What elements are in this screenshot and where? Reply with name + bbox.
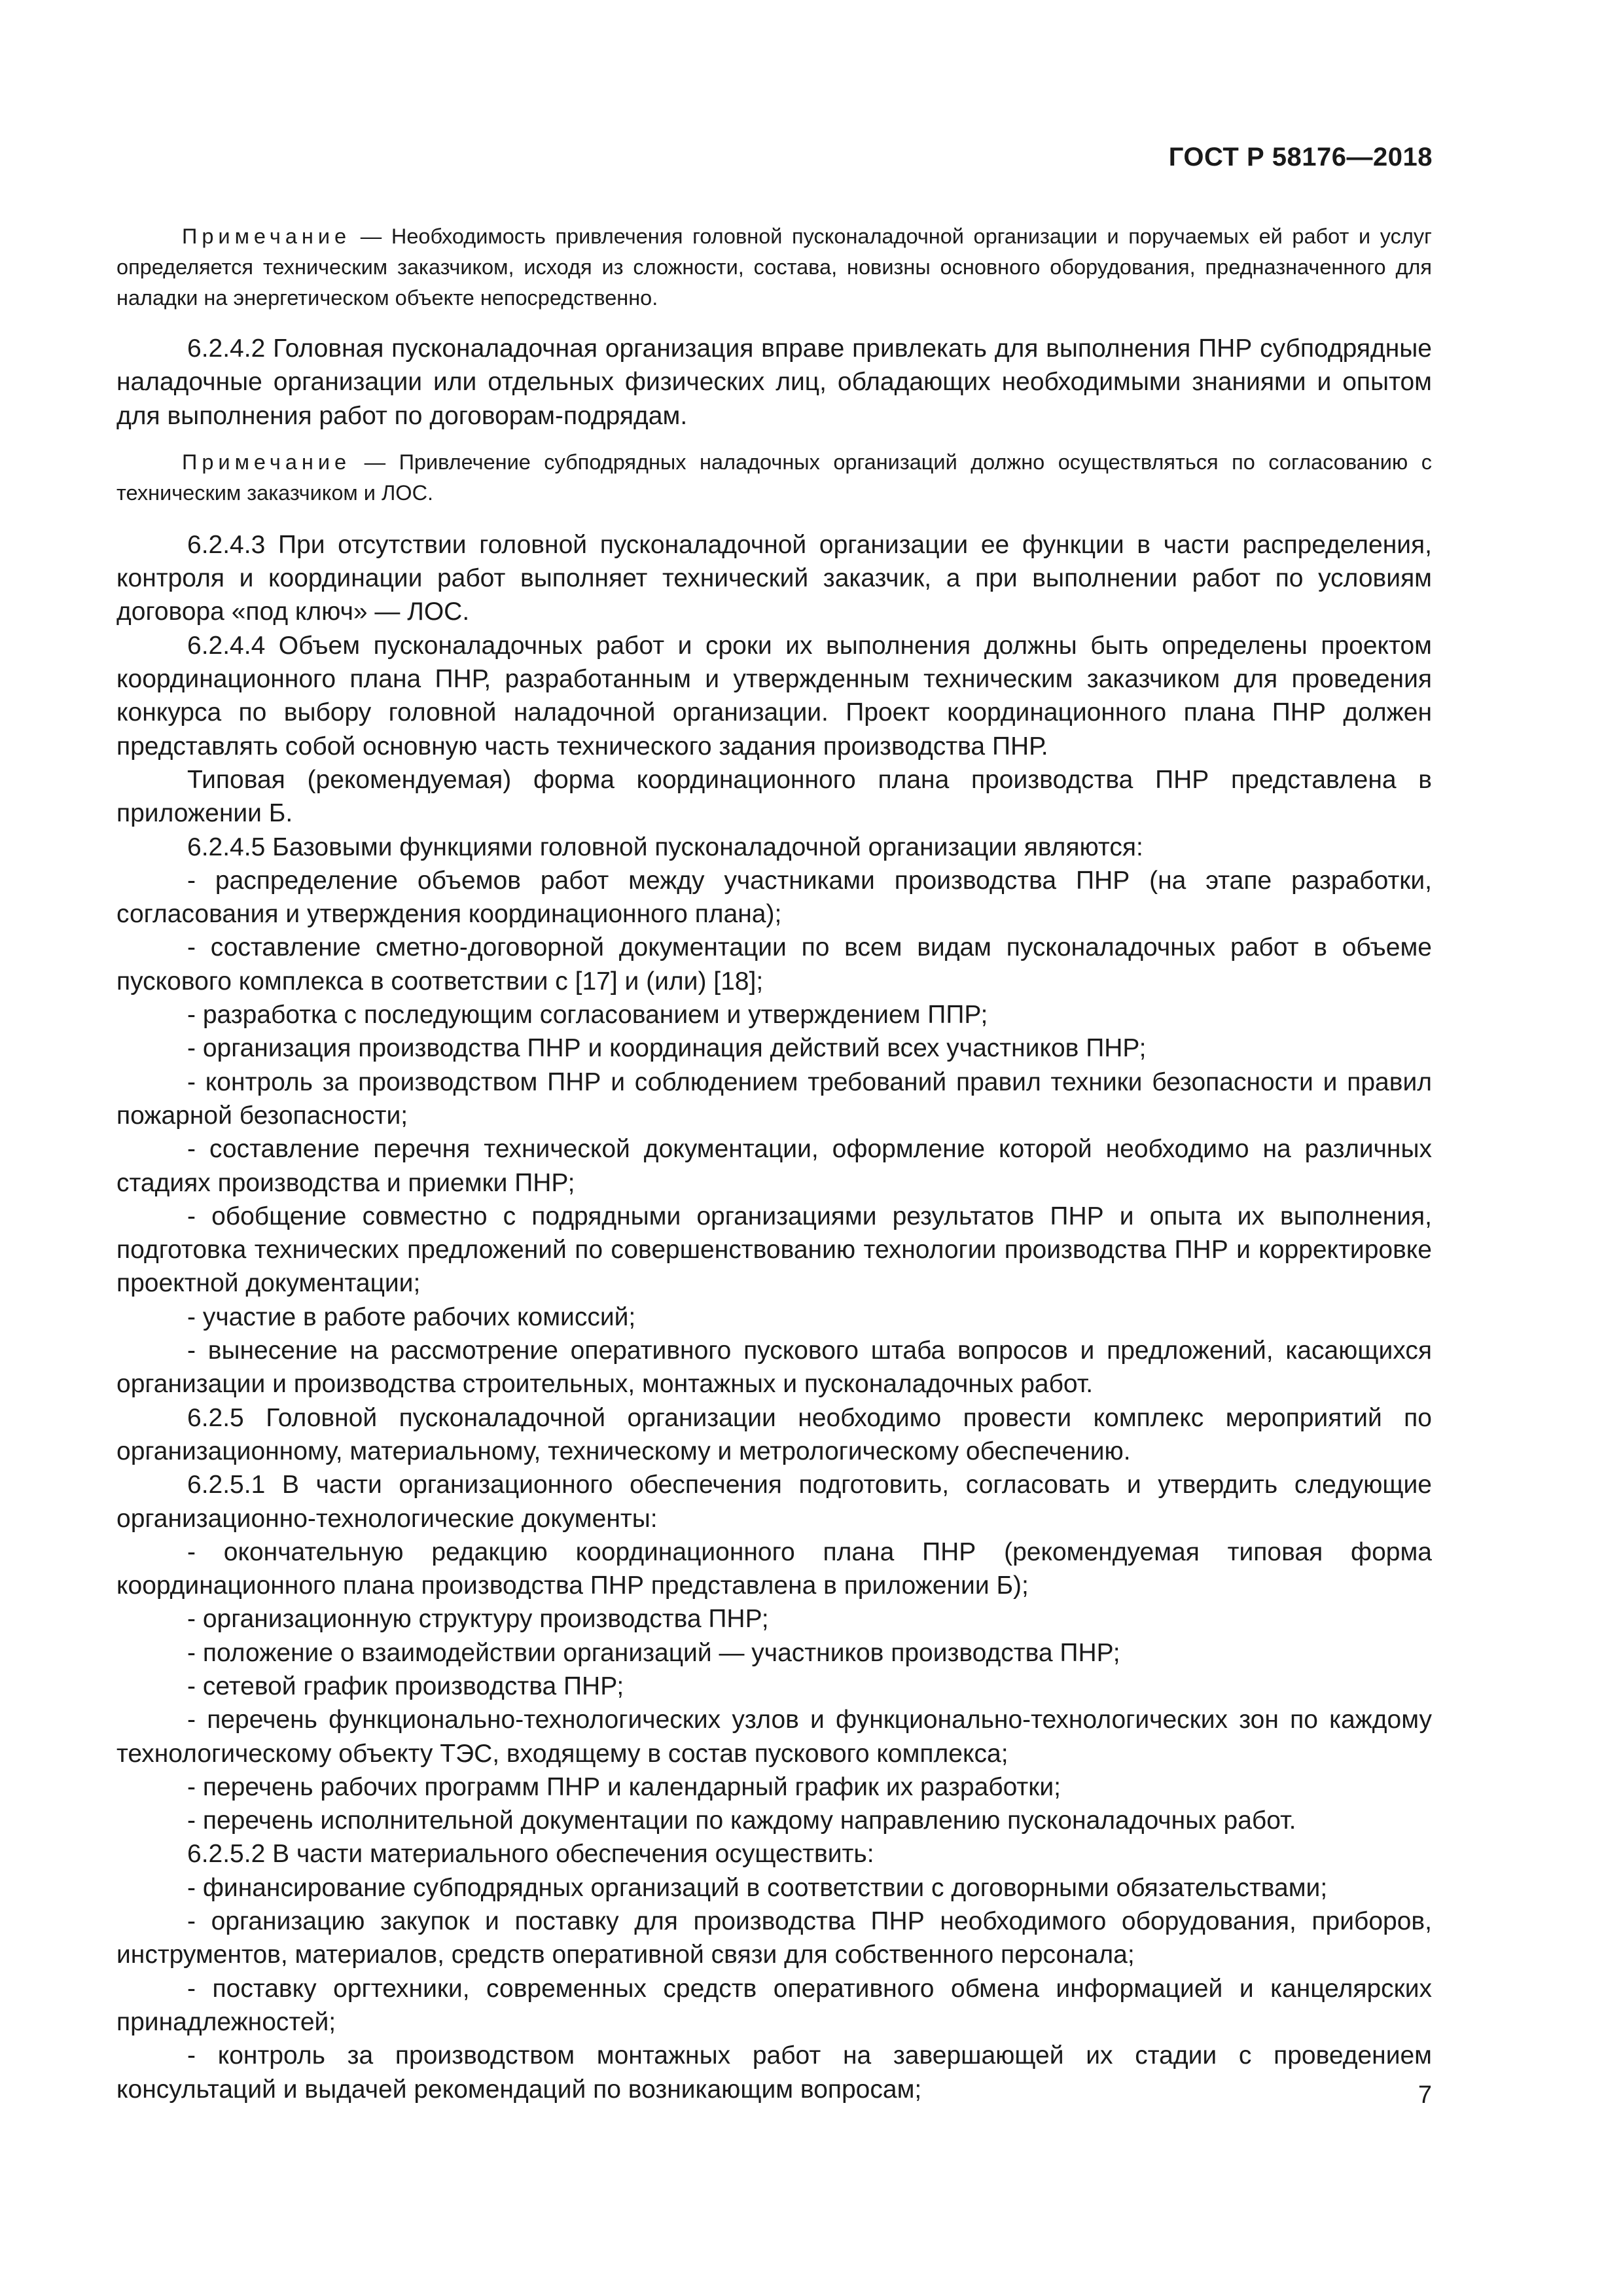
list-item: - составление перечня технической документации, оформление которой необходимо на различных стадиях производства и приемки ПНР; xyxy=(116,1135,1432,1197)
list-item: - финансирование субподрядных организаций в соответствии с договорными обязательствами; xyxy=(187,1873,1328,1902)
note-2 xyxy=(116,447,1432,509)
list-item: - контроль за производством монтажных работ на завершающей их стадии с проведением консультаций и выдачей рекомендаций по возникающим вопросам; xyxy=(116,2041,1432,2104)
paragraph-6-2-5-2: 6.2.5.2 В части материального обеспечения осуществить: xyxy=(187,1840,874,1869)
list-item: - вынесение на рассмотрение оперативного пускового штаба вопросов и предложений, касающихся организации и производства строительных, монтажных и пусконаладочных работ. xyxy=(116,1336,1432,1399)
list-item: - обобщение совместно с подрядными организациями результатов ПНР и опыта их выполнения, подготовка технических предложений по совершенствованию технологии производства ПНР и корректировке проектной документации; xyxy=(116,1202,1432,1298)
list-item: - окончательную редакцию координационного плана ПНР (рекомендуемая типовая форма координационного плана производства ПНР представлена в приложении Б); xyxy=(116,1537,1432,1600)
page-number: 7 xyxy=(1418,2081,1432,2109)
note-text: — Необходимость привлечения головной пусконаладочной организации и поручаемых ей работ и услуг определяется техническим заказчиком, исходя из сложности, состава, новизны основного оборудования, предназначенного для наладки на энергетическом объекте непосредственно. xyxy=(116,224,1432,310)
page-content xyxy=(116,221,1432,2106)
list-item: - распределение объемов работ между участниками производства ПНР (на этапе разработки, согласования и утверждения координационного плана); xyxy=(116,866,1432,929)
paragraph-typical-form: Типовая (рекомендуемая) форма координационного плана производства ПНР представлена в приложении Б. xyxy=(116,765,1432,828)
list-item: - организация производства ПНР и координация действий всех участников ПНР; xyxy=(187,1034,1147,1063)
list-item: - перечень рабочих программ ПНР и календарный график их разработки; xyxy=(187,1772,1061,1801)
list-item: - составление сметно-договорной документации по всем видам пусконаладочных работ в объеме пускового комплекса в соответствии с [17] и (или) [18]; xyxy=(116,933,1432,996)
document-header: ГОСТ Р 58176—2018 xyxy=(1168,143,1433,171)
paragraph-6-2-4-4: 6.2.4.4 Объем пусконаладочных работ и сроки их выполнения должны быть определены проектом координационного плана ПНР, разработанным и утвержденным техническим заказчиком для проведения конкурса по выбору головной наладочной организации. Проект координационного плана ПНР должен представлять собой основную часть технического задания производства ПНР. xyxy=(116,631,1432,761)
paragraph-6-2-5-1: 6.2.5.1 В части организационного обеспечения подготовить, согласовать и утвердить следующие организационно-технологические документы: xyxy=(116,1471,1432,1533)
list-item: - поставку оргтехники, современных средств оперативного обмена информацией и канцелярских принадлежностей; xyxy=(116,1974,1432,2036)
list-item: - сетевой график производства ПНР; xyxy=(187,1672,624,1700)
paragraph-6-2-4-2: 6.2.4.2 Головная пусконаладочная организация вправе привлекать для выполнения ПНР субподрядные наладочные организации или отдельных физических лиц, обладающих необходимыми знаниями и опытом для выполнения работ по договорам-подрядам. xyxy=(116,334,1432,430)
paragraph-6-2-4-5: 6.2.4.5 Базовыми функциями головной пусконаладочной организации являются: xyxy=(187,833,1143,861)
list-item: - участие в работе рабочих комиссий; xyxy=(187,1302,636,1331)
note-label: Примечание xyxy=(182,224,351,248)
note-1 xyxy=(116,221,1432,314)
list-item: - положение о взаимодействии организаций — участников производства ПНР; xyxy=(187,1638,1120,1667)
list-item: - организационную структуру производства ПНР; xyxy=(187,1605,769,1634)
paragraph-6-2-5: 6.2.5 Головной пусконаладочной организации необходимо провести комплекс мероприятий по организационному, материальному, техническому и метрологическому обеспечению. xyxy=(116,1403,1432,1465)
list-item: - перечень исполнительной документации по каждому направлению пусконаладочных работ. xyxy=(187,1806,1296,1835)
note-text: — Привлечение субподрядных наладочных организаций должно осуществляться по согласованию с техническим заказчиком и ЛОС. xyxy=(116,450,1432,505)
note-label: Примечание xyxy=(182,450,351,474)
list-item: - организацию закупок и поставку для производства ПНР необходимого оборудования, приборов, инструментов, материалов, средств оперативной связи для собственного персонала; xyxy=(116,1907,1432,1969)
list-item: - контроль за производством ПНР и соблюдением требований правил техники безопасности и правил пожарной безопасности; xyxy=(116,1067,1432,1130)
list-item: - разработка с последующим согласованием и утверждением ППР; xyxy=(187,1001,988,1030)
paragraph-6-2-4-3: 6.2.4.3 При отсутствии головной пусконаладочной организации ее функции в части распределения, контроля и координации работ выполняет технический заказчик, а при выполнении работ по условиям договора «под ключ» — ЛОС. xyxy=(116,530,1432,626)
list-item: - перечень функционально-технологических узлов и функционально-технологических зон по каждому технологическому объекту ТЭС, входящему в состав пускового комплекса; xyxy=(116,1706,1432,1768)
